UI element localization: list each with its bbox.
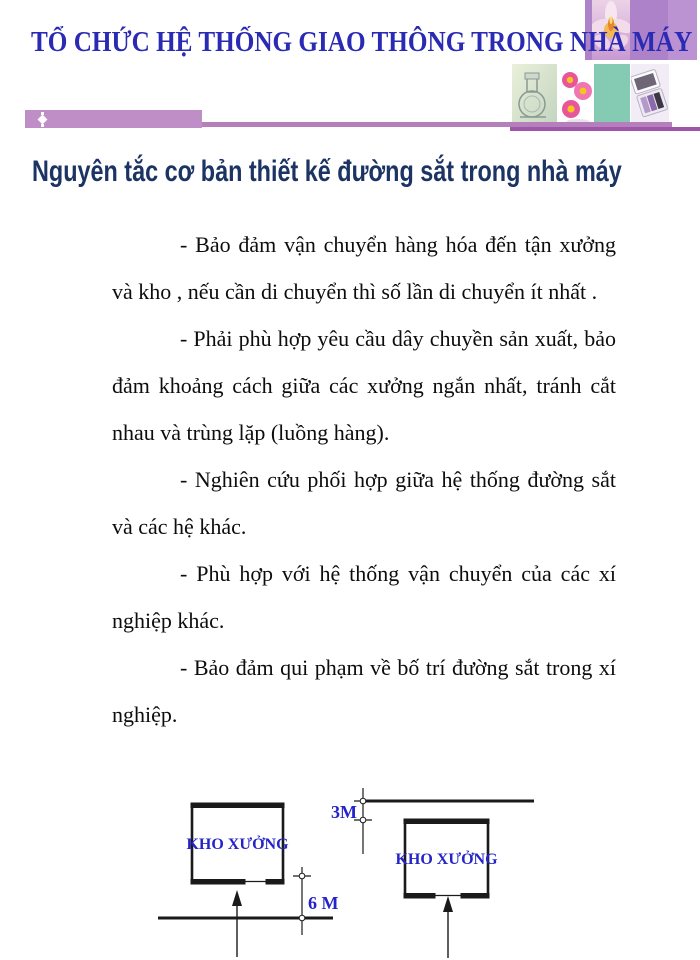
dimension-3m: [331, 788, 372, 854]
dimension-6m: [293, 867, 339, 935]
bullet-item: - Bảo đảm vận chuyển hàng hóa đến tận xưởng và kho , nếu cần di chuyển thì số lần di chuyển ít nhất .: [112, 232, 616, 304]
warehouse-label-right: KHO XƯỞNG: [395, 851, 498, 868]
bullet-item: - Phải phù hợp yêu cầu dây chuyền sản xuất, bảo đảm khoảng cách giữa các xưởng ngắn nhất, tránh cắt nhau và trùng lặp (luồng hàng).: [112, 326, 616, 445]
header-bar-line: [202, 122, 672, 127]
collage-underline: [510, 127, 700, 131]
dim-label-6m: 6 M: [308, 893, 339, 913]
rail-arrow-right: [443, 896, 453, 958]
rail-arrow-left: [232, 890, 242, 957]
warehouse-right-group: [331, 788, 534, 958]
bullet-item: - Bảo đảm qui phạm về bố trí đường sắt trong xí nghiệp.: [112, 655, 616, 727]
bullet-list: [112, 221, 616, 738]
pink-flowers-photo-icon: [558, 64, 593, 127]
bullet-item: - Phù hợp với hệ thống vận chuyển của các xí nghiệp khác.: [112, 561, 616, 633]
teal-block: [594, 64, 630, 127]
warehouse-left-group: [158, 803, 339, 958]
ornament-icon: [36, 111, 48, 127]
section-heading: Nguyên tắc cơ bản thiết kế đường sắt trong nhà máy: [32, 155, 622, 188]
compact-photo-icon: [631, 64, 669, 127]
perfume-bottle-photo-icon: [512, 64, 557, 127]
railway-diagram: [100, 780, 660, 960]
warehouse-label-left: KHO XƯỞNG: [186, 836, 289, 853]
header-bar: [25, 110, 202, 128]
slide-title: TỔ CHỨC HỆ THỐNG GIAO THÔNG TRONG NHÀ MÁY: [31, 27, 693, 58]
dim-label-3m: 3M: [331, 802, 357, 822]
bullet-item: - Nghiên cứu phối hợp giữa hệ thống đường sắt và các hệ khác.: [112, 467, 616, 539]
